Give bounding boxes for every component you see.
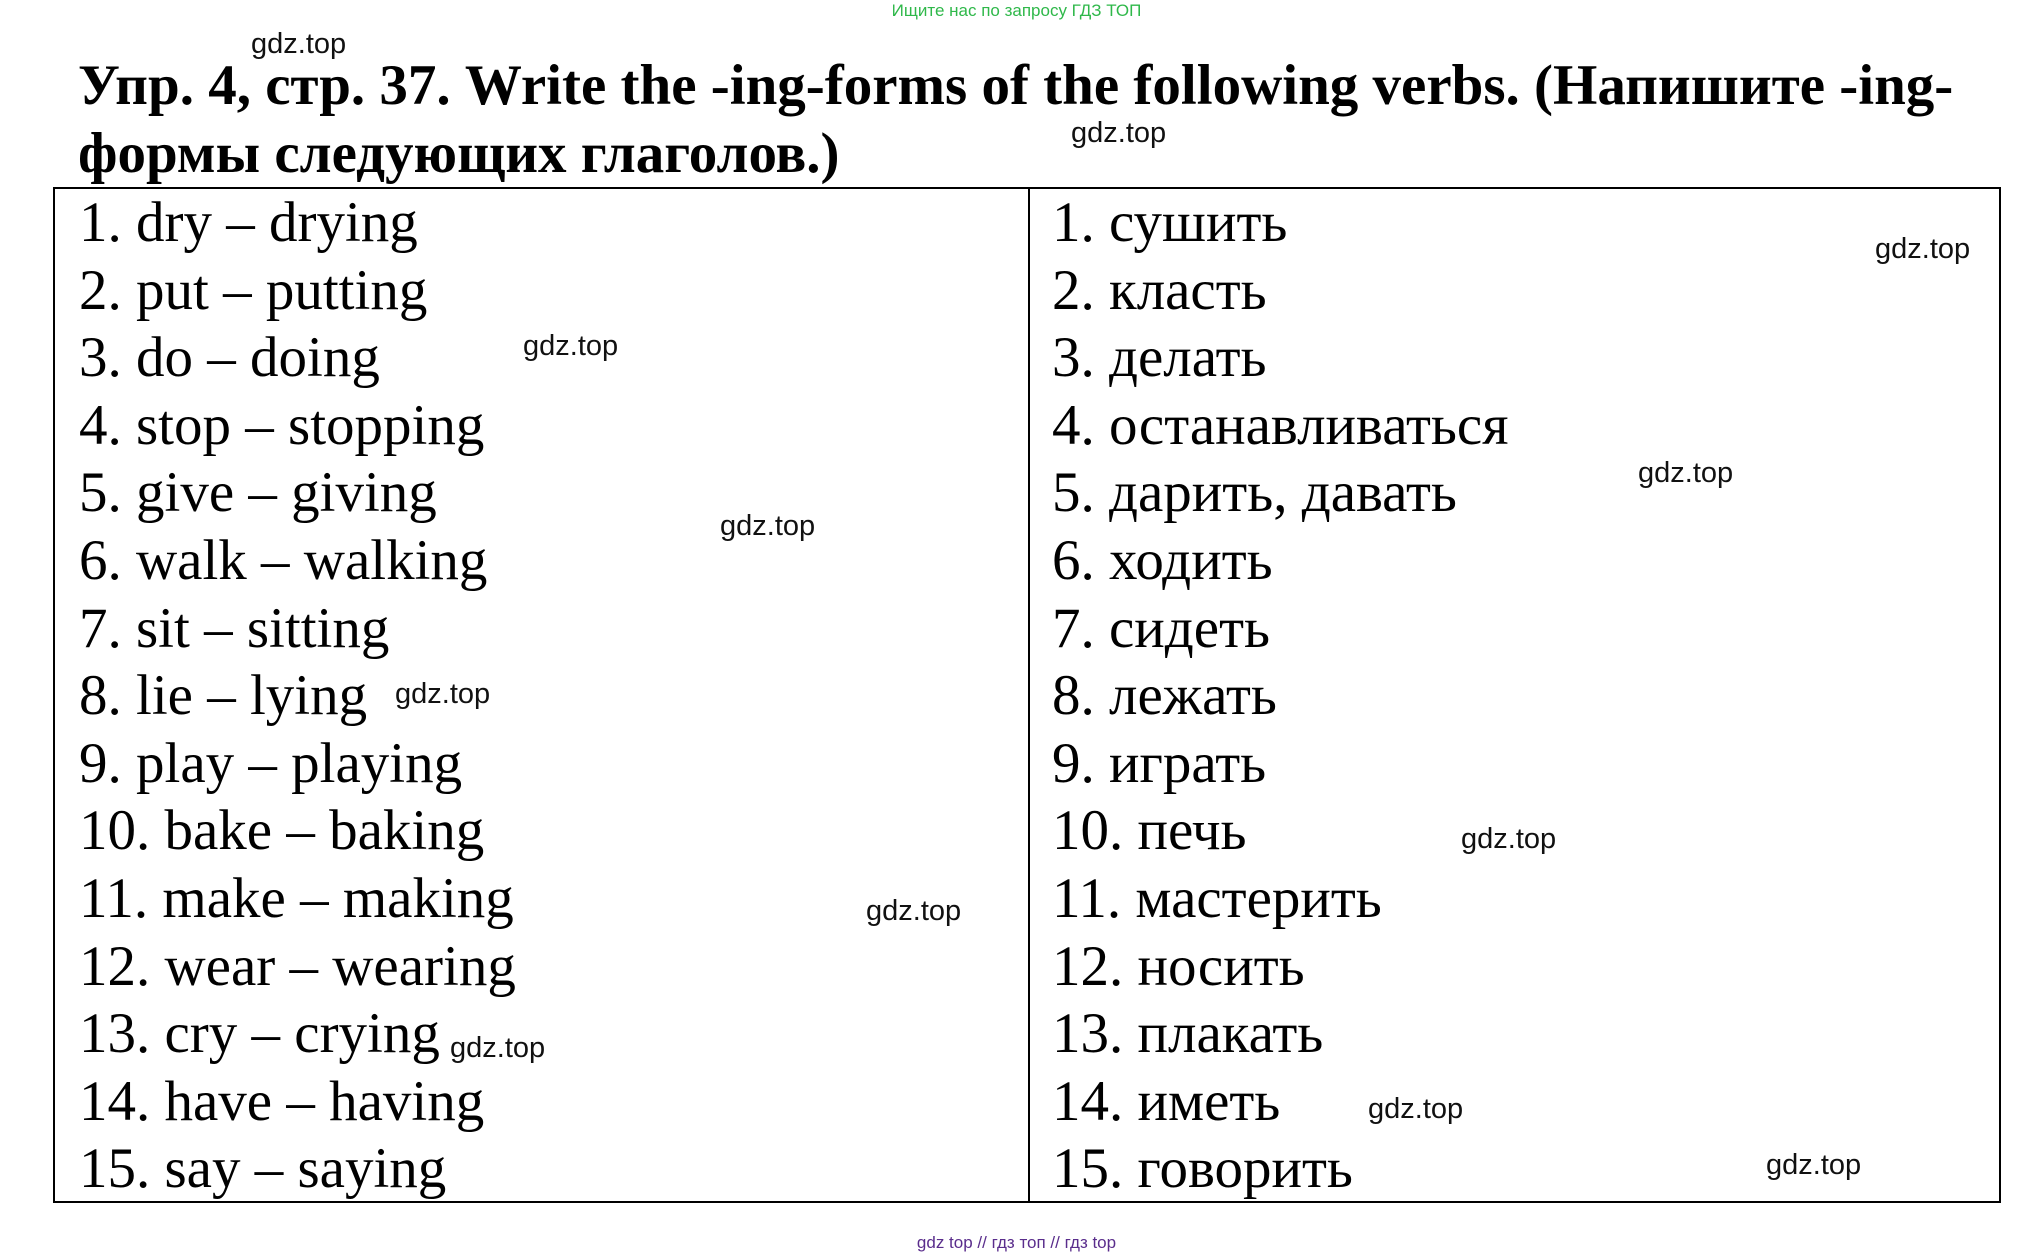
- russian-column: [1030, 189, 1999, 1201]
- english-item: 9. play – playing: [79, 731, 463, 795]
- english-item: 5. give – giving: [79, 461, 437, 525]
- watermark: gdz.top: [395, 678, 491, 710]
- exercise-title: Упр. 4, стр. 37. Write the -ing-forms of the following verbs. (Напишите -ing-формы следующих глаголов.): [78, 54, 1954, 185]
- english-item: 4. stop – stopping: [79, 393, 485, 457]
- watermark: gdz.top: [1766, 1149, 1862, 1181]
- russian-item: 10. печь: [1052, 799, 1247, 863]
- russian-item: 15. говорить: [1052, 1137, 1353, 1201]
- watermark: gdz.top: [523, 330, 619, 362]
- russian-item: 8. лежать: [1052, 664, 1277, 728]
- russian-item: 7. сидеть: [1052, 596, 1271, 660]
- english-item: 12. wear – wearing: [79, 934, 516, 998]
- top-banner: Ищите нас по запросу ГДЗ ТОП: [891, 1, 1142, 20]
- russian-item: 14. иметь: [1052, 1069, 1281, 1133]
- english-item: 13. cry – crying: [79, 1002, 440, 1066]
- russian-item: 1. сушить: [1052, 191, 1288, 254]
- russian-item: 5. дарить, давать: [1052, 461, 1457, 525]
- english-item: 3. do – doing: [79, 326, 380, 390]
- watermark: gdz.top: [1638, 457, 1734, 489]
- english-item: 8. lie – lying: [79, 664, 368, 728]
- english-item: 14. have – having: [79, 1069, 485, 1133]
- watermark: gdz.top: [251, 28, 347, 60]
- watermark: gdz.top: [1875, 233, 1971, 265]
- watermark: gdz.top: [1071, 117, 1167, 149]
- english-item: 10. bake – baking: [79, 799, 485, 863]
- russian-item: 4. останавливаться: [1052, 393, 1509, 457]
- english-item: 7. sit – sitting: [79, 596, 390, 660]
- english-item: 1. dry – drying: [79, 191, 418, 254]
- watermark: gdz.top: [1368, 1093, 1464, 1125]
- watermark: gdz.top: [450, 1032, 546, 1064]
- footer-links: gdz top // гдз топ // гдз top: [916, 1233, 1117, 1252]
- watermark: gdz.top: [720, 510, 816, 542]
- watermark: gdz.top: [866, 895, 962, 927]
- russian-item: 3. делать: [1052, 326, 1267, 390]
- russian-item: 9. играть: [1052, 731, 1267, 795]
- russian-item: 2. класть: [1052, 258, 1267, 322]
- russian-item: 11. мастерить: [1052, 866, 1382, 930]
- english-item: 6. walk – walking: [79, 528, 488, 592]
- watermark: gdz.top: [1461, 823, 1557, 855]
- russian-item: 12. носить: [1052, 934, 1305, 998]
- russian-item: 13. плакать: [1052, 1002, 1324, 1066]
- english-item: 2. put – putting: [79, 258, 428, 322]
- russian-list: [1052, 189, 1508, 1203]
- answer-table: [53, 187, 2001, 1203]
- english-item: 11. make – making: [79, 866, 514, 930]
- english-item: 15. say – saying: [79, 1137, 447, 1201]
- russian-item: 6. ходить: [1052, 528, 1273, 592]
